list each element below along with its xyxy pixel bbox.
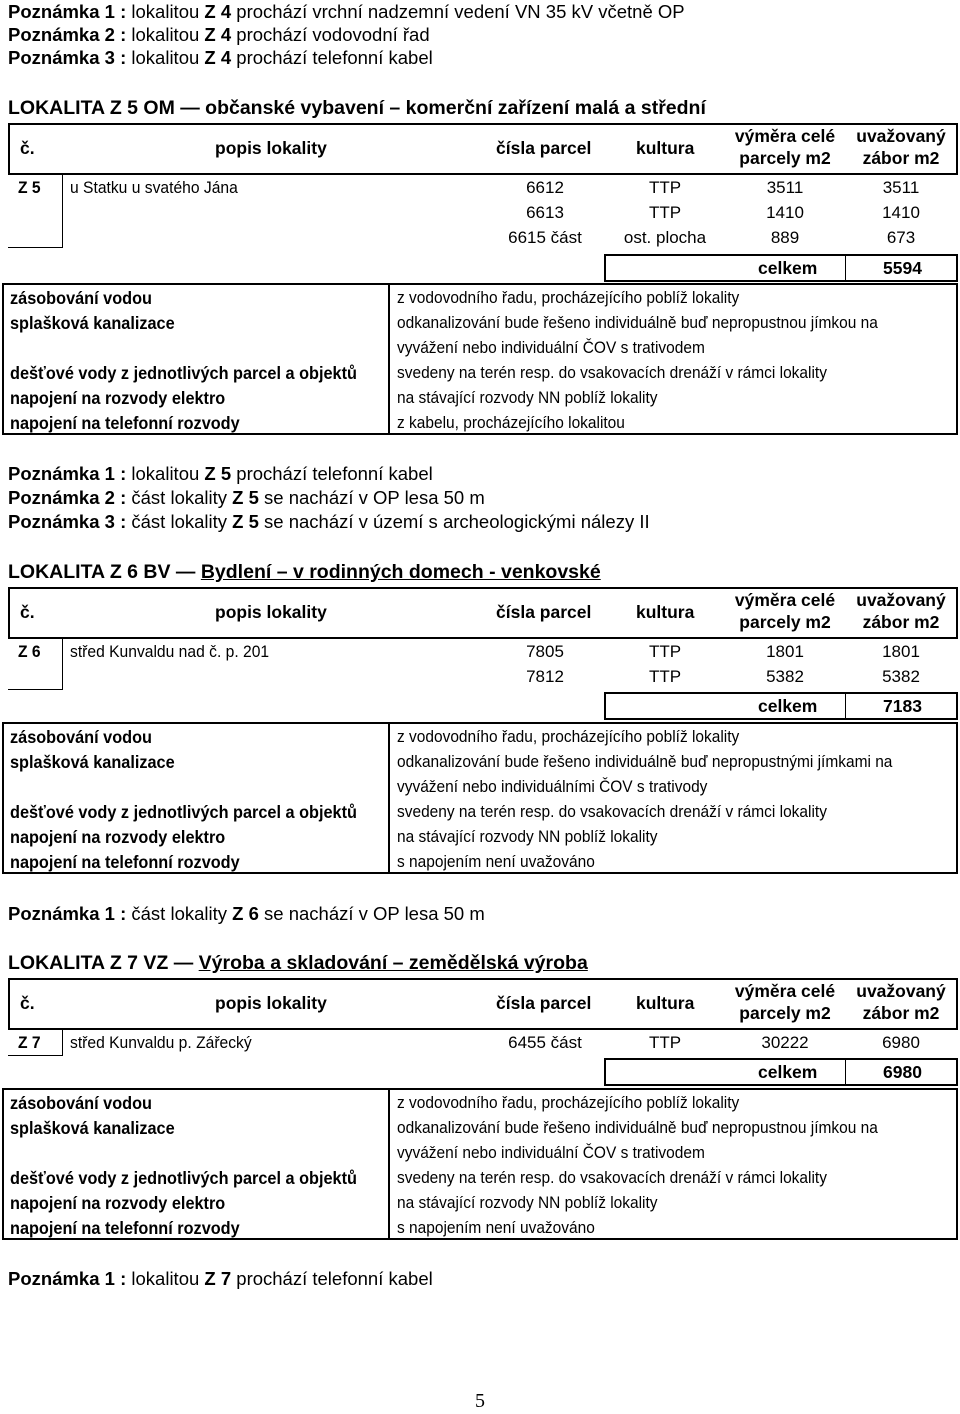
z6-row2-vymera: 5382 — [766, 667, 804, 686]
z6-hdr-zabor: uvažovaný zábor m2 — [856, 590, 946, 632]
z5-val-kanal-2: vyvážení nebo individuální ČOV s trativodem — [397, 338, 705, 357]
z5-lbl-kanal: splašková kanalizace — [10, 313, 175, 333]
z7-val-kanal-1: odkanalizování bude řešeno individuálně buď nepropustnou jímkou na — [397, 1118, 878, 1137]
z6-hdr-cisla: čísla parcel — [496, 602, 592, 622]
z6-val-telefon: s napojením není uvažováno — [397, 852, 595, 871]
z7-row1-zabor: 6980 — [882, 1033, 920, 1052]
z6-hdr-popis: popis lokality — [215, 602, 327, 622]
z6-row1-parcela: 7805 — [526, 642, 564, 661]
z7-val-destove: svedeny na terén resp. do vsakovacích drenáží v rámci lokality — [397, 1168, 827, 1187]
z7-id-bottom — [8, 1055, 63, 1056]
z6-row1-zabor: 1801 — [882, 642, 920, 661]
note-z6-1: Poznámka 1 : část lokality Z 6 se nachází v OP lesa 50 m — [8, 903, 485, 924]
z7-col-divider — [62, 1030, 63, 1055]
z6-hdr-vymera: výměra celé parcely m2 — [734, 590, 836, 632]
z6-row2-parcela: 7812 — [526, 667, 564, 686]
z5-row2-zabor: 1410 — [882, 203, 920, 222]
z5-val-kanal-1: odkanalizování bude řešeno individuálně buď nepropustnou jímkou na — [397, 313, 878, 332]
z7-lbl-kanal: splašková kanalizace — [10, 1118, 175, 1138]
z6-lbl-voda: zásobování vodou — [10, 727, 152, 747]
z6-val-kanal-2: vyvážení nebo individuálními ČOV s trativody — [397, 777, 708, 796]
z5-val-destove: svedeny na terén resp. do vsakovacích drenáží v rámci lokality — [397, 363, 827, 382]
note-z7-1: Poznámka 1 : lokalitou Z 7 prochází telefonní kabel — [8, 1268, 433, 1289]
hdr-zabor: uvažovaný zábor m2 — [856, 126, 946, 168]
z7-hdr-cisla: čísla parcel — [496, 993, 592, 1013]
z6-lbl-telefon: napojení na telefonní rozvody — [10, 852, 240, 872]
z6-popis: střed Kunvaldu nad č. p. 201 — [70, 642, 270, 661]
z7-id: Z 7 — [18, 1033, 41, 1052]
z7-hdr-kultura: kultura — [636, 993, 695, 1013]
z7-lbl-voda: zásobování vodou — [10, 1093, 152, 1113]
z6-hdr-kultura: kultura — [636, 602, 695, 622]
z6-val-elektro: na stávající rozvody NN poblíž lokality — [397, 827, 658, 846]
z7-lbl-elektro: napojení na rozvody elektro — [10, 1193, 226, 1213]
note-z4-1: Poznámka 1 : lokalitou Z 4 prochází vrchní nadzemní vedení VN 35 kV včetně OP — [8, 1, 685, 22]
z5-total-divider — [845, 254, 846, 282]
z5-row3-kultura: ost. plocha — [623, 228, 707, 247]
z7-row1-parcela: 6455 část — [508, 1033, 582, 1052]
z6-infra-divider — [388, 722, 390, 874]
z6-row2-kultura: TTP — [648, 667, 682, 686]
z7-hdr-popis: popis lokality — [215, 993, 327, 1013]
z5-row3-vymera: 889 — [770, 228, 800, 247]
z7-total-label: celkem — [758, 1062, 818, 1082]
note-z5-1: Poznámka 1 : lokalitou Z 5 prochází telefonní kabel — [8, 463, 433, 484]
z7-val-telefon: s napojením není uvažováno — [397, 1218, 595, 1237]
z7-total-value: 6980 — [883, 1062, 922, 1082]
z5-row1-parcela: 6612 — [526, 178, 564, 197]
z6-id-bottom — [8, 689, 63, 690]
z7-val-elektro: na stávající rozvody NN poblíž lokality — [397, 1193, 658, 1212]
hdr-cisla: čísla parcel — [496, 138, 592, 158]
z7-lbl-telefon: napojení na telefonní rozvody — [10, 1218, 240, 1238]
z7-infra-divider — [388, 1088, 390, 1240]
z5-id: Z 5 — [18, 178, 41, 197]
z5-lbl-voda: zásobování vodou — [10, 288, 152, 308]
z5-val-elektro: na stávající rozvody NN poblíž lokality — [397, 388, 658, 407]
z5-row3-zabor: 673 — [886, 228, 916, 247]
z7-total-divider — [845, 1058, 846, 1086]
z5-row1-vymera: 3511 — [766, 178, 804, 197]
z7-lbl-destove: dešťové vody z jednotlivých parcel a objektů — [10, 1168, 357, 1188]
z6-val-destove: svedeny na terén resp. do vsakovacích drenáží v rámci lokality — [397, 802, 827, 821]
z5-row1-kultura: TTP — [648, 178, 682, 197]
z6-row1-vymera: 1801 — [766, 642, 804, 661]
z5-val-voda: z vodovodního řadu, procházejícího poblíž lokality — [397, 288, 740, 307]
z5-lbl-destove: dešťové vody z jednotlivých parcel a objektů — [10, 363, 357, 383]
z7-hdr-c: č. — [20, 993, 35, 1013]
z6-lbl-destove: dešťové vody z jednotlivých parcel a objektů — [10, 802, 357, 822]
note-z4-2: Poznámka 2 : lokalitou Z 4 prochází vodovodní řad — [8, 24, 430, 45]
z7-hdr-vymera: výměra celé parcely m2 — [734, 981, 836, 1023]
z6-total-label: celkem — [758, 696, 818, 716]
z5-row2-parcela: 6613 — [526, 203, 564, 222]
z5-lbl-elektro: napojení na rozvody elektro — [10, 388, 226, 408]
z5-row2-kultura: TTP — [648, 203, 682, 222]
z7-row1-kultura: TTP — [648, 1033, 682, 1052]
z7-val-voda: z vodovodního řadu, procházejícího poblíž lokality — [397, 1093, 740, 1112]
heading-z5: LOKALITA Z 5 OM — občanské vybavení – komerční zařízení malá a střední — [8, 97, 706, 119]
z6-hdr-c: č. — [20, 602, 35, 622]
note-z5-2: Poznámka 2 : část lokality Z 5 se nachází v OP lesa 50 m — [8, 487, 485, 508]
z6-lbl-elektro: napojení na rozvody elektro — [10, 827, 226, 847]
z5-val-telefon: z kabelu, procházejícího lokalitou — [397, 413, 625, 432]
z5-total-value: 5594 — [883, 258, 922, 278]
z5-lbl-telefon: napojení na telefonní rozvody — [10, 413, 240, 433]
z5-col-divider — [62, 175, 63, 247]
z6-row1-kultura: TTP — [648, 642, 682, 661]
z7-row1-vymera: 30222 — [761, 1033, 809, 1052]
note-z4-3: Poznámka 3 : lokalitou Z 4 prochází telefonní kabel — [8, 47, 433, 68]
z6-total-value: 7183 — [883, 696, 922, 716]
z5-id-bottom — [8, 247, 63, 248]
page-number: 5 — [475, 1390, 485, 1412]
z5-popis: u Statku u svatého Jána — [70, 178, 238, 197]
z5-row3-parcela: 6615 část — [508, 228, 582, 247]
z6-total-divider — [845, 692, 846, 720]
z7-val-kanal-2: vyvážení nebo individuální ČOV s trativodem — [397, 1143, 705, 1162]
hdr-c: č. — [20, 138, 35, 158]
z5-row2-vymera: 1410 — [766, 203, 804, 222]
z5-infra-divider — [388, 283, 390, 435]
z6-col-divider — [62, 639, 63, 689]
hdr-vymera: výměra celé parcely m2 — [734, 126, 836, 168]
heading-z7: LOKALITA Z 7 VZ — Výroba a skladování – zemědělská výroba — [8, 952, 588, 974]
z6-id: Z 6 — [18, 642, 41, 661]
z6-lbl-kanal: splašková kanalizace — [10, 752, 175, 772]
z7-hdr-zabor: uvažovaný zábor m2 — [856, 981, 946, 1023]
heading-z6: LOKALITA Z 6 BV — Bydlení – v rodinných domech - venkovské — [8, 561, 601, 583]
z5-total-label: celkem — [758, 258, 818, 278]
z7-popis: střed Kunvaldu p. Zářecký — [70, 1033, 252, 1052]
hdr-popis: popis lokality — [215, 138, 327, 158]
note-z5-3: Poznámka 3 : část lokality Z 5 se nachází v území s archeologickými nálezy II — [8, 511, 650, 532]
z6-row2-zabor: 5382 — [882, 667, 920, 686]
hdr-kultura: kultura — [636, 138, 695, 158]
z5-row1-zabor: 3511 — [882, 178, 920, 197]
z6-val-kanal-1: odkanalizování bude řešeno individuálně buď nepropustnými jímkami na — [397, 752, 893, 771]
z6-val-voda: z vodovodního řadu, procházejícího poblíž lokality — [397, 727, 740, 746]
